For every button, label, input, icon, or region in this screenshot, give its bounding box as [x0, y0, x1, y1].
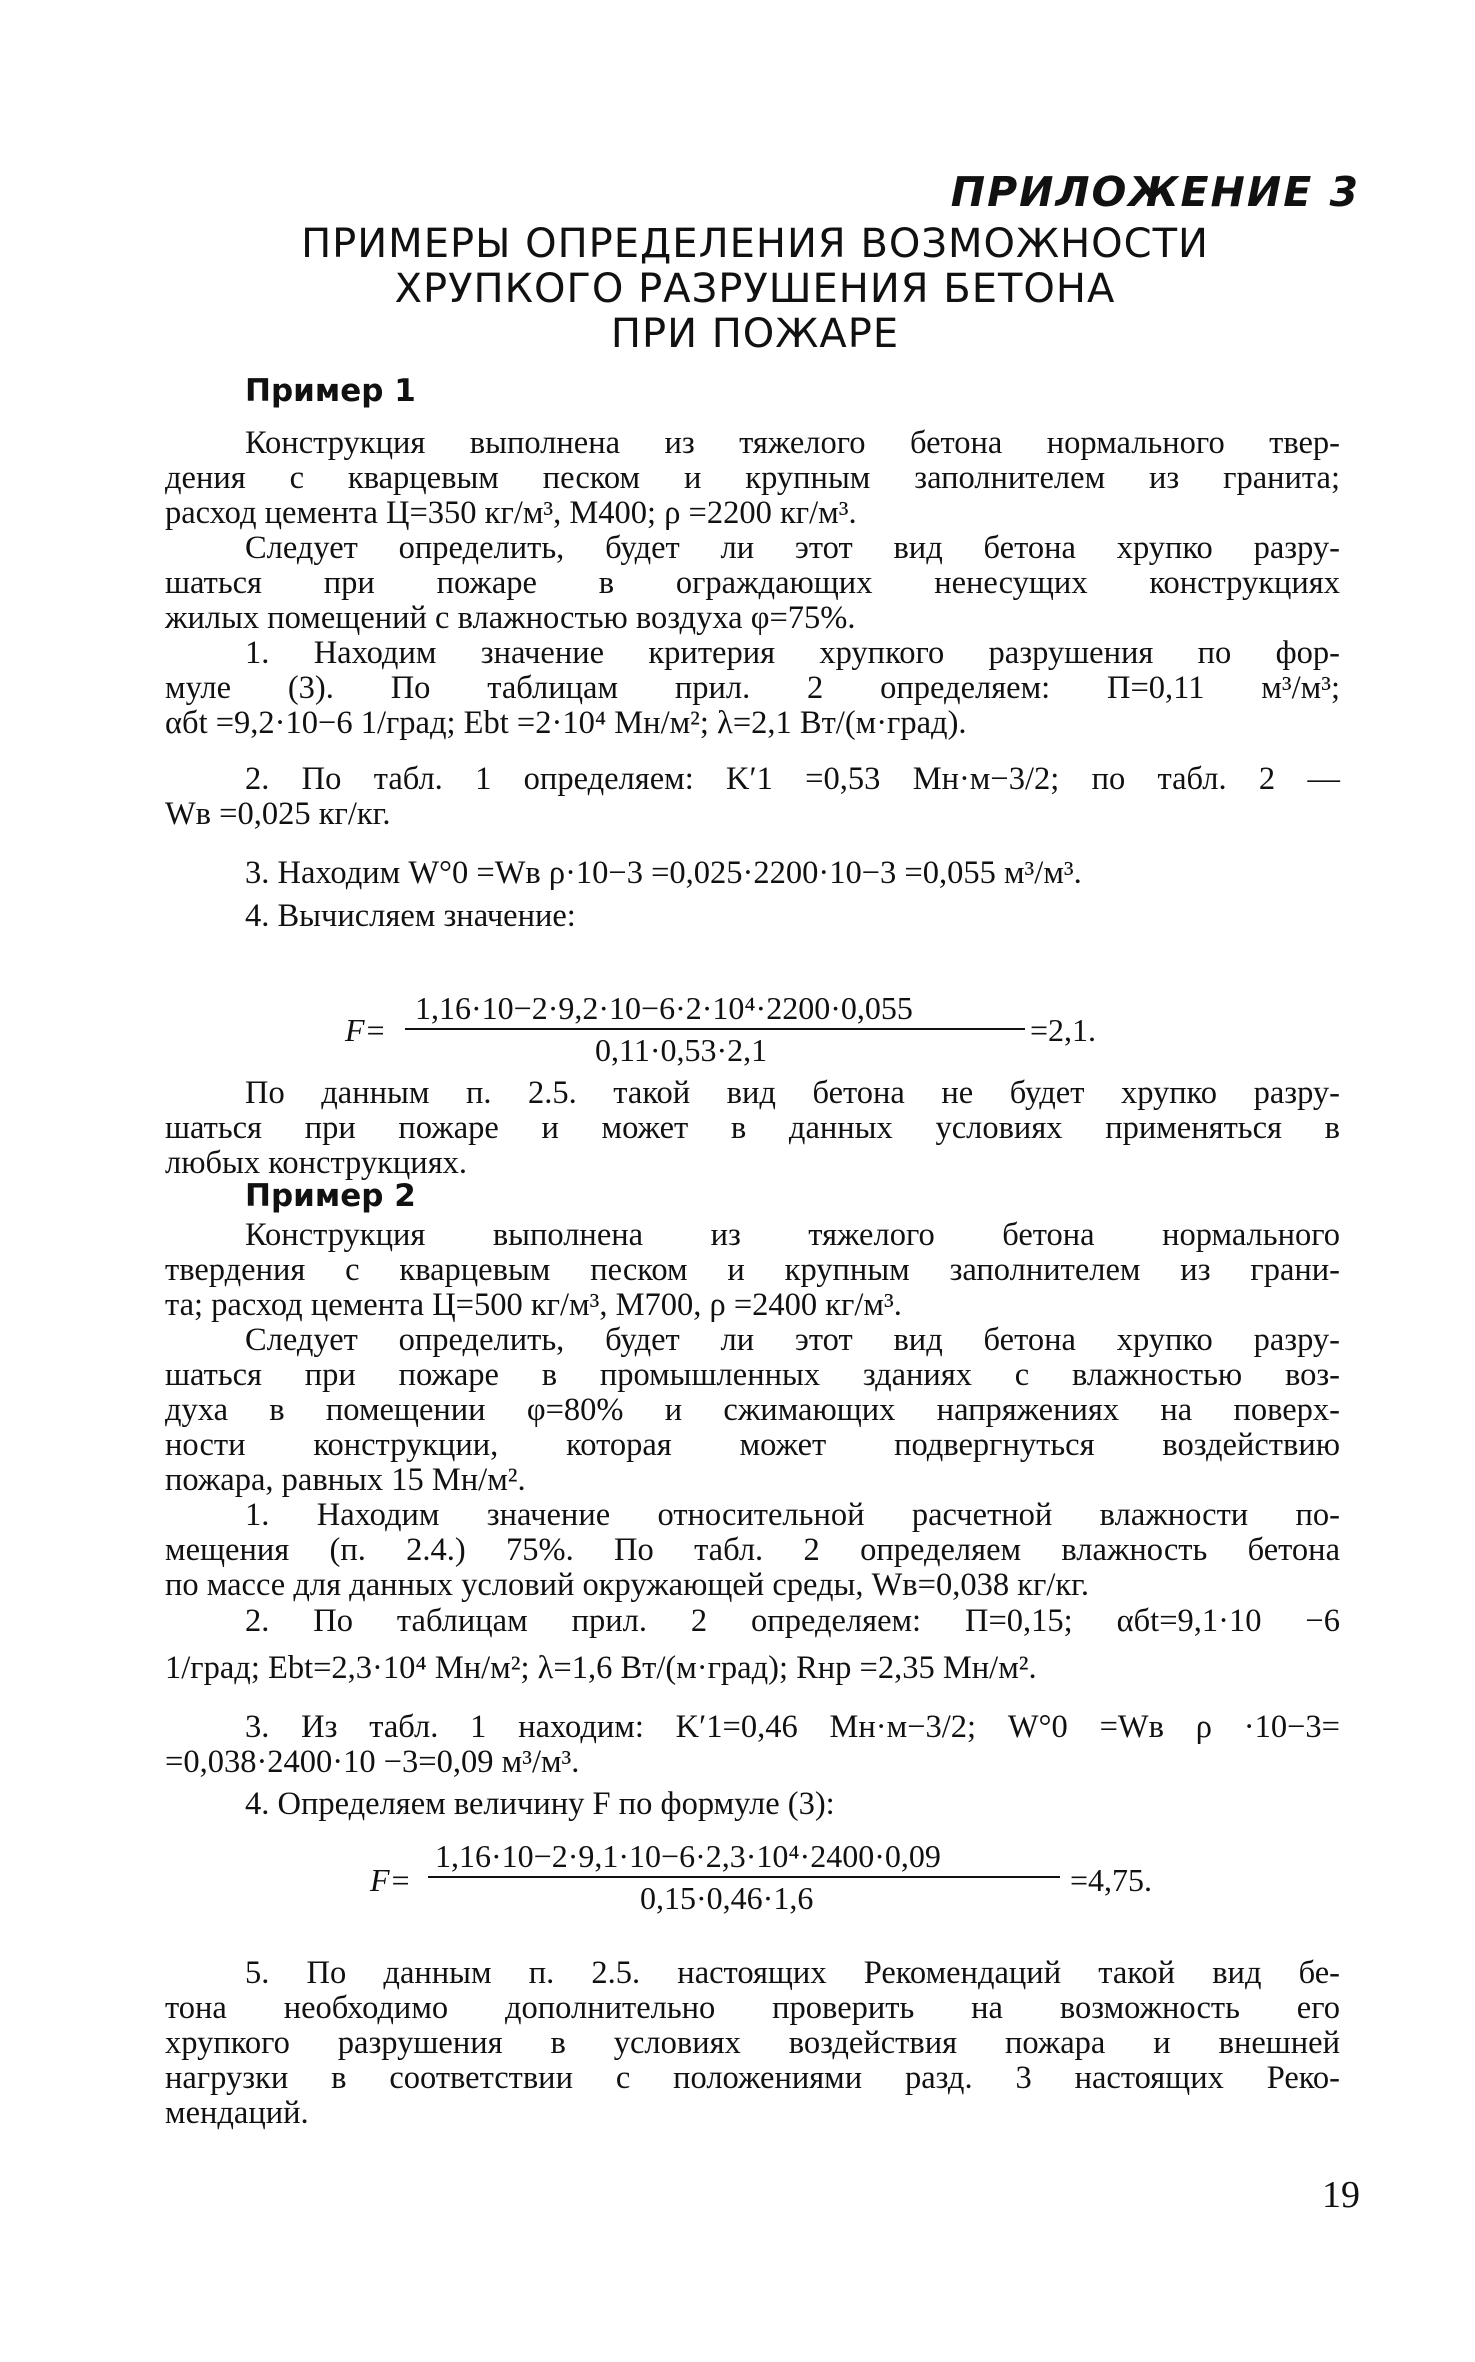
text-line: хрупкого разрушения в условиях воздействия пожара и внешней [165, 2025, 1340, 2061]
example-1-heading: Пример 1 [245, 373, 416, 409]
text-line: =0,038·2400·10 −3=0,09 м³/м³. [165, 1744, 580, 1780]
title-line: ПРИМЕРЫ ОПРЕДЕЛЕНИЯ ВОЗМОЖНОСТИ [301, 221, 1209, 267]
text-line: По данным п. 2.5. такой вид бетона не будет хрупко разру- [245, 1075, 1340, 1111]
text-line: по массе для данных условий окружающей среды, Wв=0,038 кг/кг. [165, 1567, 1089, 1603]
example-2-step-1 [165, 1498, 1340, 1603]
title-line: ХРУПКОГО РАЗРУШЕНИЯ БЕТОНА [394, 266, 1116, 312]
text-line: Следует определить, будет ли этот вид бетона хрупко разру- [245, 1322, 1340, 1358]
appendix-label: ПРИЛОЖЕНИЕ 3 [950, 168, 1360, 216]
example-2-step-3 [165, 1710, 1340, 1780]
title-line: ПРИ ПОЖАРЕ [610, 311, 900, 357]
text-line: муле (3). По таблицам прил. 2 определяем: П=0,11 м³/м³; [165, 670, 1340, 706]
example-1-step-2 [165, 762, 1340, 832]
example-2-heading: Пример 2 [245, 1178, 416, 1214]
formula-example-2 [370, 1838, 1190, 1928]
text-line: мещения (п. 2.4.) 75%. По табл. 2 определяем влажность бетона [165, 1532, 1340, 1568]
example-2-step-4 [165, 1787, 1340, 1822]
example-1-conclusion [165, 1076, 1340, 1181]
fraction-bar [428, 1876, 1060, 1878]
text-line: 4. Вычисляем значение: [245, 898, 576, 934]
formula-result: =4,75. [1070, 1862, 1153, 1898]
text-line: мендаций. [165, 2095, 309, 2131]
text-line: 1/град; Ebt=2,3·10⁴ Мн/м²; λ=1,6 Вт/(м·град); Rнр =2,35 Мн/м². [165, 1650, 1037, 1686]
example-2-step-5 [165, 1956, 1340, 2131]
formula-denominator: 0,11·0,53·2,1 [595, 1032, 768, 1068]
example-2-paragraph-1 [165, 1218, 1340, 1323]
text-line: твердения с кварцевым песком и крупным заполнителем из грани- [165, 1252, 1340, 1288]
formula-numerator: 1,16·10−2·9,1·10−6·2,3·10⁴·2400·0,09 [435, 1838, 941, 1874]
text-line: Конструкция выполнена из тяжелого бетона нормального твер- [245, 425, 1340, 461]
text-line: 1. Находим значение относительной расчетной влажности по- [245, 1497, 1340, 1533]
text-line: шаться при пожаре в промышленных зданиях с влажностью воз- [165, 1357, 1340, 1393]
text-line: αбt =9,2·10−6 1/град; Ebt =2·10⁴ Мн/м²; λ=2,1 Вт/(м·град). [165, 705, 967, 741]
text-line: тона необходимо дополнительно проверить на возможность его [165, 1990, 1340, 2026]
formula-lhs: F= [370, 1862, 412, 1898]
formula-lhs: F= [345, 1012, 387, 1048]
formula-denominator: 0,15·0,46·1,6 [640, 1880, 814, 1916]
text-line: пожара, равных 15 Мн/м². [165, 1462, 526, 1498]
example-1-paragraph-1 [165, 426, 1340, 531]
text-line: расход цемента Ц=350 кг/м³, М400; ρ =2200 кг/м³. [165, 495, 857, 531]
text-line: 1. Находим значение критерия хрупкого разрушения по фор- [245, 635, 1340, 671]
example-1-step-3 [165, 856, 1340, 891]
text-line: Wв =0,025 кг/кг. [165, 796, 391, 832]
text-line: та; расход цемента Ц=500 кг/м³, М700, ρ =2400 кг/м³. [165, 1287, 902, 1323]
text-line: 2. По таблицам прил. 2 определяем: П=0,15; αбt=9,1·10 −6 [245, 1603, 1340, 1639]
text-line: Конструкция выполнена из тяжелого бетона нормального [245, 1217, 1340, 1253]
text-line: 3. Из табл. 1 находим: K′1=0,46 Мн·м−3/2; W°0 =Wв ρ ·10−3= [245, 1709, 1340, 1745]
example-2-paragraph-2 [165, 1323, 1340, 1498]
text-line: жилых помещений с влажностью воздуха φ=75%. [165, 600, 856, 636]
example-1-paragraph-2 [165, 531, 1340, 636]
text-line: любых конструкциях. [165, 1145, 468, 1181]
text-line: шаться при пожаре и может в данных условиях применяться в [165, 1110, 1340, 1146]
text-line: шаться при пожаре в ограждающих ненесущих конструкциях [165, 565, 1340, 601]
formula-example-1 [345, 990, 1145, 1080]
text-line: 5. По данным п. 2.5. настоящих Рекомендаций такой вид бе- [245, 1955, 1340, 1991]
page-number: 19 [1322, 2174, 1360, 2216]
text-line: 2. По табл. 1 определяем: K′1 =0,53 Мн·м−3/2; по табл. 2 — [245, 761, 1340, 797]
text-line: 3. Находим W°0 =Wв ρ·10−3 =0,025·2200·10−3 =0,055 м³/м³. [245, 855, 1082, 891]
text-line: нагрузки в соответствии с положениями разд. 3 настоящих Реко- [165, 2060, 1340, 2096]
text-line: ности конструкции, которая может подвергнуться воздействию [165, 1427, 1340, 1463]
text-line: 4. Определяем величину F по формуле (3): [245, 1786, 835, 1822]
fraction-bar [405, 1028, 1025, 1030]
page-title [250, 222, 1260, 357]
formula-numerator: 1,16·10−2·9,2·10−6·2·10⁴·2200·0,055 [415, 990, 913, 1026]
example-1-step-1 [165, 636, 1340, 741]
text-line: дения с кварцевым песком и крупным заполнителем из гранита; [165, 460, 1340, 496]
text-line: Следует определить, будет ли этот вид бетона хрупко разру- [245, 530, 1340, 566]
formula-result: =2,1. [1030, 1012, 1097, 1048]
example-1-step-4 [165, 899, 1340, 934]
example-2-step-2 [165, 1604, 1340, 1686]
text-line: духа в помещении φ=80% и сжимающих напряжениях на поверх- [165, 1392, 1340, 1428]
